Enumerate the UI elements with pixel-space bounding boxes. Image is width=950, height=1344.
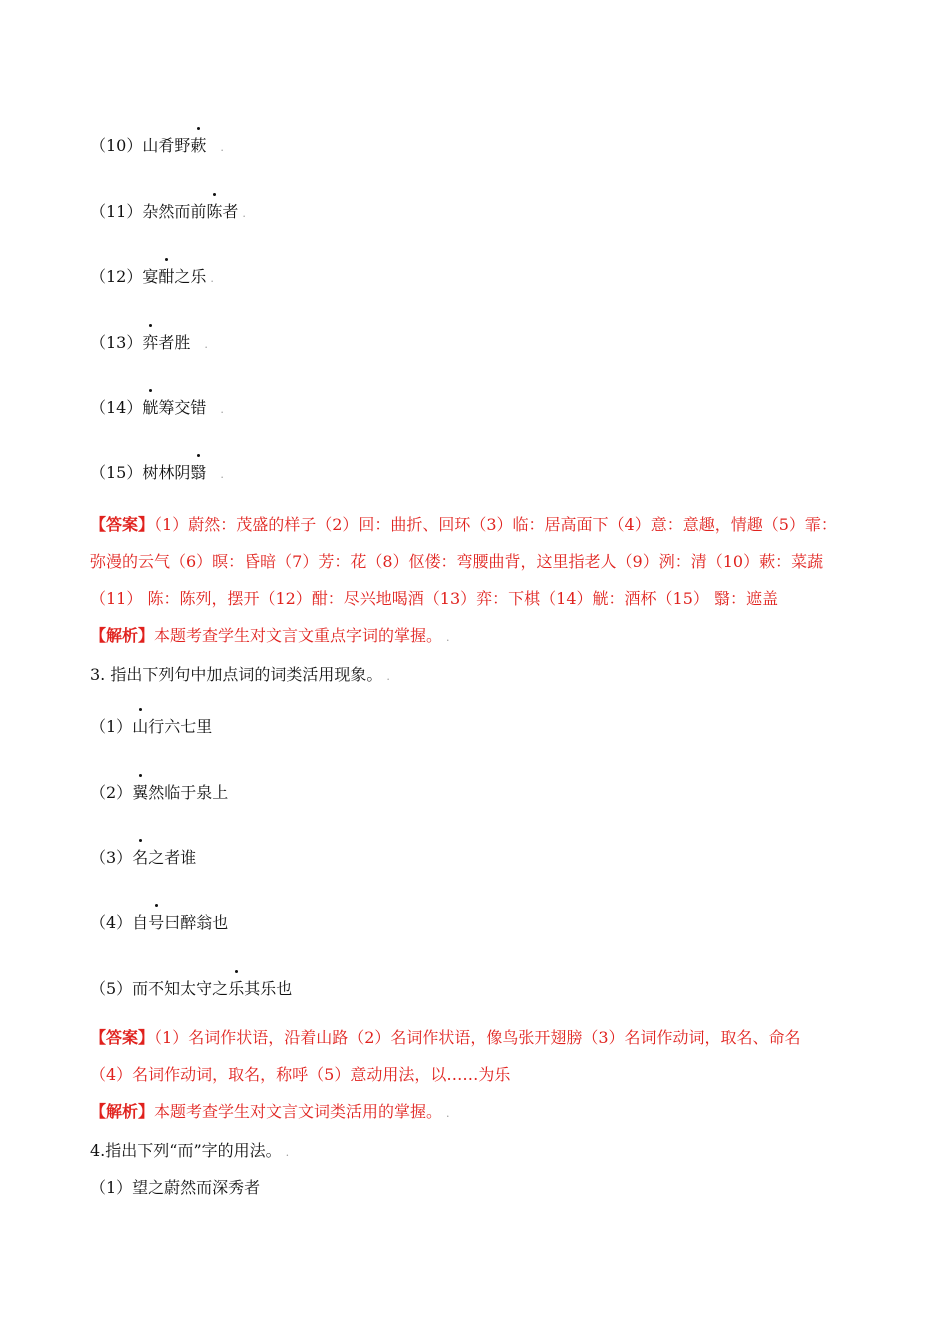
dotted-word: 翼 [132,783,149,802]
question-4-title: 4.指出下列“而”字的用法。 . [90,1141,290,1160]
dotted-word: 翳 [190,463,207,482]
usage-item-5: （5）而不知太守之乐其乐也 [90,979,293,998]
answer-line: （4）名词作动词，取名，称呼（5）意动用法，以……为乐 [90,1065,511,1084]
analysis-line: 【解析】本题考查学生对文言文重点字词的掌握。 . [90,626,450,645]
dotted-word: 陈 [206,202,223,221]
vocab-item-12: （12）宴酣之乐 . [90,267,214,286]
dotted-word: 觥 [142,398,159,417]
question-3-title: 3. 指出下列句中加点词的词类活用现象。 . [90,665,390,684]
answer-line: 【答案】（1）名词作状语，沿着山路（2）名词作状语，像鸟张开翅膀（3）名词作动词，取名、命名 [90,1028,801,1047]
dotted-word: 蔌 [190,136,207,155]
usage-item-1: （1）山行六七里 [90,717,213,736]
vocab-item-15: （15）树林阴翳 . [90,463,224,482]
dotted-word: 号 [148,913,165,932]
analysis-tag: 【解析】 [90,626,155,645]
dotted-word: 弈 [142,333,159,352]
answer-line: 弥漫的云气（6）暝：昏暗（7）芳：花（8）伛偻：弯腰曲背，这里指老人（9）洌：清（10）蔌：菜蔬 [90,552,824,571]
vocab-item-14: （14）觥筹交错 . [90,398,224,417]
usage-item-3: （3）名之者谁 [90,848,197,867]
dotted-word: 山 [132,717,149,736]
vocab-item-13: （13）弈者胜 . [90,333,208,352]
dotted-word: 名 [132,848,149,867]
vocab-item-11: （11）杂然而前陈者 . [90,202,246,221]
answer-tag: 【答案】 [90,515,155,534]
answer-line: （11） 陈：陈列，摆开（12）酣：尽兴地喝酒（13）弈：下棋（14）觥：酒杯（15） 翳：遮盖 [90,589,778,608]
usage-item-2: （2）翼然临于泉上 [90,783,229,802]
dotted-word: 酣 [158,267,175,286]
answer-tag: 【答案】 [90,1028,155,1047]
usage-item-4: （4）自号曰醉翁也 [90,913,229,932]
answer-line: 【答案】（1）蔚然：茂盛的样子（2）回：曲折、回环（3）临：居高面下（4）意：意趣，情趣（5）霏： [90,515,837,534]
dotted-word: 乐 [228,979,245,998]
analysis-tag: 【解析】 [90,1102,155,1121]
question-4-item-1: （1）望之蔚然而深秀者 [90,1178,261,1197]
vocab-item-10: （10）山肴野蔌 . [90,136,224,155]
analysis-line: 【解析】本题考查学生对文言文词类活用的掌握。 . [90,1102,450,1121]
